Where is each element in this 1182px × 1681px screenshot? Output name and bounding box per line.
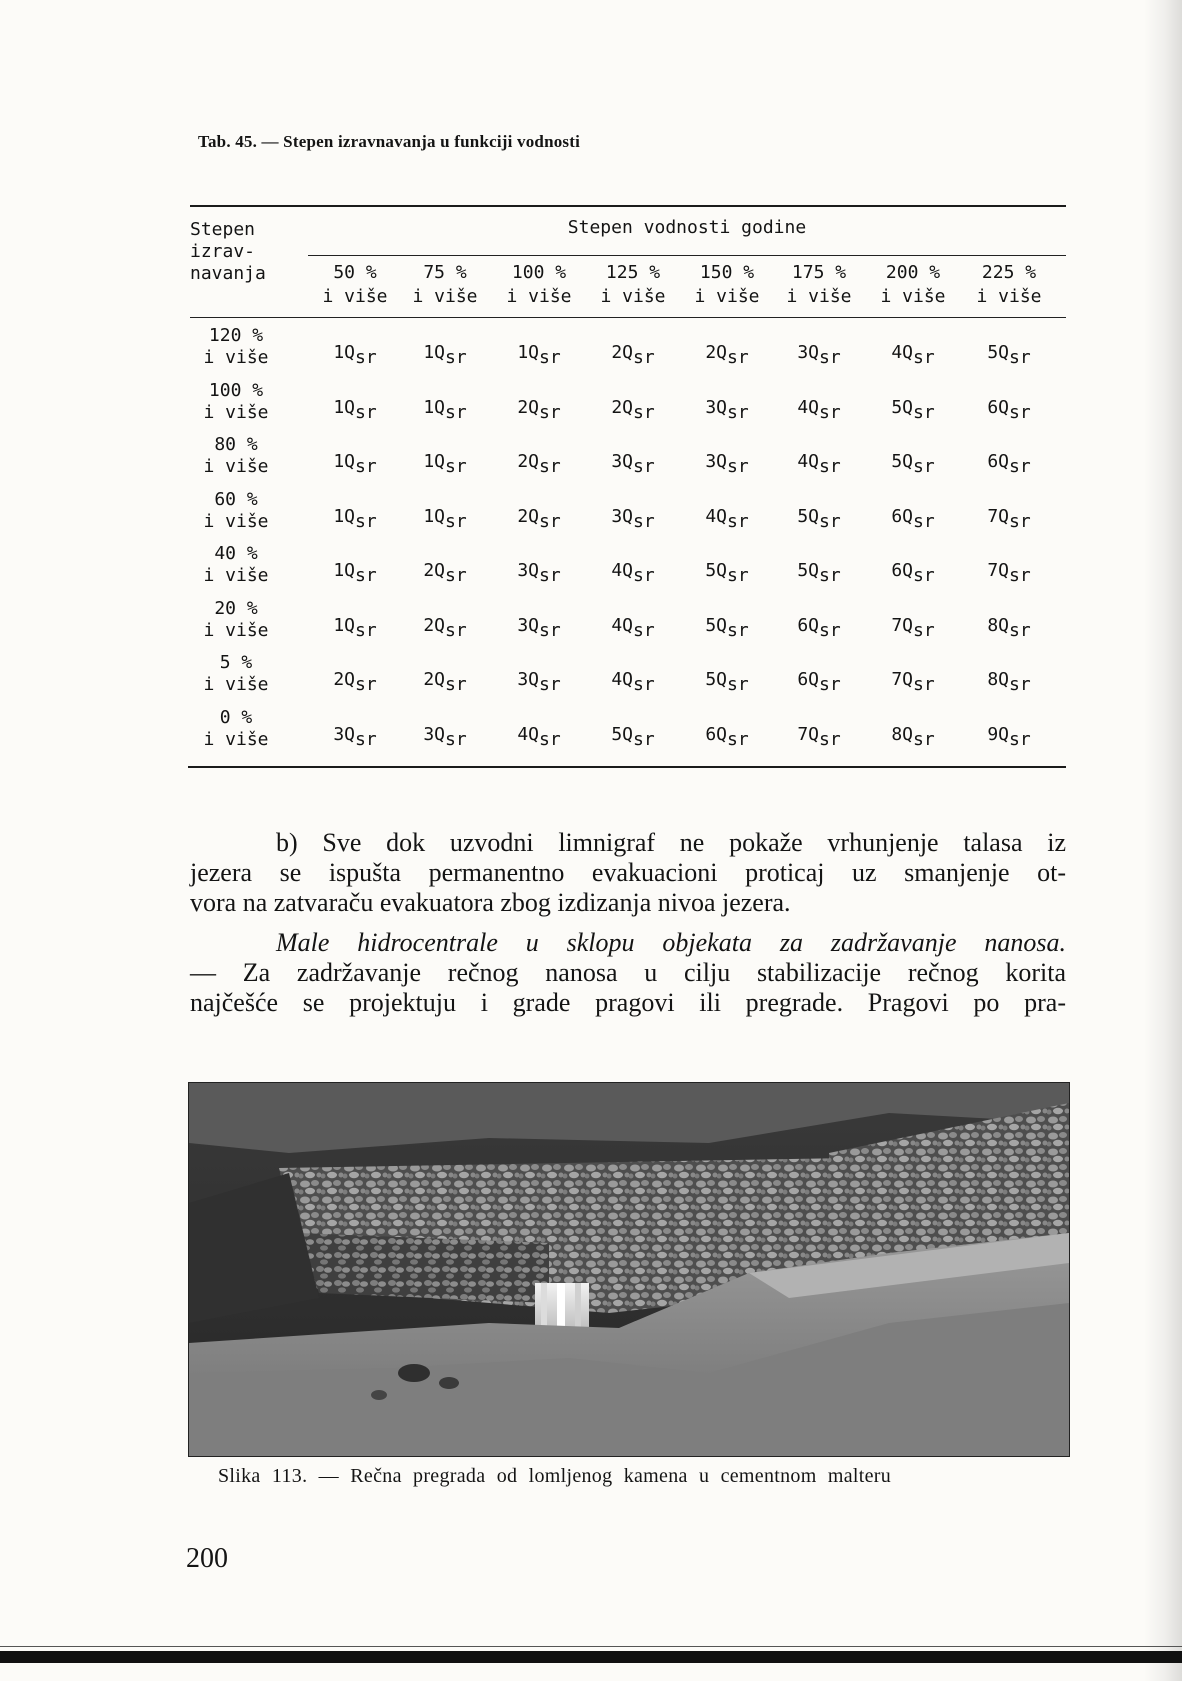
scan-border-bar [0,1651,1182,1663]
cell-value: 1Q [423,342,445,363]
cell-subscript: sr [1009,456,1031,477]
page-edge-shadow [1144,0,1182,1681]
paragraph-line: — Za zadržavanje rečnog nanosa u cilju stabilizacije rečnog korita [190,958,1066,987]
table-cell [492,560,586,586]
column-header [492,261,586,309]
table-cell [308,669,402,695]
table-cell [492,505,586,532]
table-cell [586,723,680,750]
cell-value: 5Q [891,396,913,418]
cell-value: 5Q [705,669,727,690]
table-cell [772,342,866,368]
dam-photograph [188,1082,1070,1457]
table-cell [586,451,680,477]
cell-subscript: sr [727,456,749,477]
row-label-line: i više [203,565,269,586]
column-header-line: i više [694,286,760,307]
row-header-line: izrav- [190,241,256,262]
cell-value: 6Q [891,560,913,581]
cell-value: 6Q [891,505,913,527]
table-cell [586,342,680,368]
table-cell [586,614,680,641]
cell-value: 2Q [423,669,445,690]
column-header-line: i više [880,286,946,307]
cell-value: 5Q [987,342,1009,363]
cell-subscript: sr [819,510,841,532]
cell-value: 2Q [517,505,539,527]
row-label-line: 100 % [208,379,264,401]
table-cell [308,560,402,586]
table-row [190,434,1066,489]
cell-subscript: sr [819,401,841,423]
column-header-line: 50 % [333,262,377,283]
cell-subscript: sr [727,619,749,641]
column-header [398,261,492,309]
cell-value: 6Q [797,614,819,636]
table-cell [866,396,960,423]
row-label-line: i više [203,728,269,750]
table-cell [680,669,774,695]
column-header-line: i više [412,286,478,307]
cell-value: 2Q [333,669,355,690]
column-header-line: i više [506,286,572,307]
row-label [190,434,282,478]
table-cell [492,451,586,477]
cell-value: 5Q [797,505,819,527]
cell-value: 1Q [333,614,355,636]
scan-border-line [0,1646,1182,1647]
table-cell [586,396,680,423]
cell-value: 4Q [891,342,913,363]
table-row [190,707,1066,762]
table-cell [772,505,866,532]
cell-subscript: sr [1009,728,1031,750]
cell-subscript: sr [913,456,935,477]
cell-value: 4Q [705,505,727,527]
row-label-line: i više [203,674,269,695]
cell-value: 4Q [797,396,819,418]
table-cell [398,396,492,423]
column-header-line: 75 % [423,262,467,283]
row-label-line: i više [203,510,269,532]
cell-subscript: sr [727,401,749,423]
paragraph-line: vora na zatvaraču evakuatora zbog izdizanja nivoa jezera. [190,888,791,917]
row-label [190,543,282,587]
cell-value: 3Q [423,723,445,745]
paragraph-hydro [190,928,1066,1018]
row-label [190,489,282,533]
cell-subscript: sr [633,510,655,532]
cell-subscript: sr [445,565,467,586]
cell-value: 2Q [517,451,539,472]
cell-subscript: sr [445,456,467,477]
cell-value: 8Q [987,614,1009,636]
row-label-line: i više [203,401,269,423]
table-cell [308,614,402,641]
table-cell [866,614,960,641]
row-label-line: 60 % [214,488,258,510]
cell-value: 2Q [423,614,445,636]
row-label-line: i više [203,619,269,641]
figure-caption: Slika 113. — Rečna pregrada od lomljenog kamena u cementnom malteru [218,1465,892,1487]
cell-subscript: sr [355,674,377,695]
cell-value: 2Q [423,560,445,581]
table-row [190,489,1066,544]
cell-value: 7Q [891,614,913,636]
table-cell [492,669,586,695]
cell-subscript: sr [1009,401,1031,423]
table-title: Tab. 45. — Stepen izravnavanja u funkciji vodnosti [198,132,581,151]
cell-subscript: sr [539,728,561,750]
column-header-line: 125 % [605,262,661,283]
cell-subscript: sr [633,619,655,641]
cell-subscript: sr [913,674,935,695]
cell-subscript: sr [355,619,377,641]
cell-value: 4Q [611,560,633,581]
cell-subscript: sr [819,728,841,750]
cell-subscript: sr [1009,674,1031,695]
paragraph-line: jezera se ispušta permanentno evakuacioni proticaj uz smanjenje ot- [190,858,1066,887]
cell-subscript: sr [633,565,655,586]
table-body [190,325,1066,761]
table-cell [962,669,1056,695]
table-cell [866,669,960,695]
table-cell [866,451,960,477]
table-top-rule [190,205,1066,207]
cell-value: 2Q [611,396,633,418]
column-header [962,261,1056,309]
table-cell [962,723,1056,750]
cell-subscript: sr [1009,565,1031,586]
cell-subscript: sr [727,510,749,532]
cell-subscript: sr [633,728,655,750]
table-cell [308,396,402,423]
table-cell [680,505,774,532]
cell-value: 3Q [611,505,633,527]
cell-value: 8Q [891,723,913,745]
cell-value: 4Q [517,723,539,745]
cell-value: 1Q [333,560,355,581]
table-row [190,380,1066,435]
column-header-line: i više [600,286,666,307]
row-label [190,707,282,751]
cell-subscript: sr [727,728,749,750]
cell-value: 3Q [705,451,727,472]
cell-value: 4Q [611,669,633,690]
table-cell [492,614,586,641]
table-cell [586,560,680,586]
table-cell [398,342,492,368]
paragraph-b [190,828,1066,918]
table-cell [308,723,402,750]
row-label-line: 0 % [219,706,253,728]
cell-subscript: sr [819,565,841,586]
cell-value: 1Q [333,342,355,363]
cell-value: 4Q [797,451,819,472]
column-header-line: 200 % [885,262,941,283]
cell-subscript: sr [445,674,467,695]
row-label [190,598,282,642]
table-cell [308,451,402,477]
row-label [190,652,282,696]
table-cell [772,451,866,477]
table-cell [680,560,774,586]
cell-subscript: sr [445,347,467,368]
table-row [190,325,1066,380]
table-cell [772,396,866,423]
cell-value: 1Q [333,451,355,472]
row-label-line: 5 % [219,652,253,673]
table-cell [586,669,680,695]
table-cell [962,342,1056,368]
cell-subscript: sr [913,401,935,423]
cell-value: 5Q [611,723,633,745]
table-cell [962,451,1056,477]
cell-subscript: sr [539,565,561,586]
cell-value: 3Q [611,451,633,472]
row-label-line: 20 % [214,597,258,619]
cell-subscript: sr [539,456,561,477]
row-label [190,380,282,424]
cell-subscript: sr [539,619,561,641]
cell-value: 6Q [987,396,1009,418]
cell-value: 7Q [891,669,913,690]
cell-value: 7Q [987,560,1009,581]
cell-subscript: sr [445,401,467,423]
cell-value: 2Q [517,396,539,418]
row-label [190,325,282,369]
cell-subscript: sr [819,674,841,695]
table-cell [680,451,774,477]
table-bottom-rule [188,766,1066,768]
table-cell [308,505,402,532]
column-header [680,261,774,309]
row-header [190,219,295,285]
cell-value: 5Q [891,451,913,472]
cell-value: 3Q [705,396,727,418]
cell-value: 6Q [705,723,727,745]
cell-subscript: sr [1009,510,1031,532]
cell-value: 1Q [333,396,355,418]
cell-subscript: sr [819,456,841,477]
column-header [866,261,960,309]
cell-subscript: sr [445,510,467,532]
cell-value: 3Q [333,723,355,745]
table-cell [866,723,960,750]
cell-subscript: sr [355,347,377,368]
column-header [308,261,402,309]
cell-value: 6Q [987,451,1009,472]
cell-value: 1Q [333,505,355,527]
table-cell [680,396,774,423]
cell-subscript: sr [445,619,467,641]
cell-subscript: sr [633,401,655,423]
cell-value: 4Q [611,614,633,636]
column-header-line: 100 % [511,262,567,283]
cell-value: 9Q [987,723,1009,745]
cell-value: 8Q [987,669,1009,690]
column-header-line: 225 % [981,262,1037,283]
cell-subscript: sr [913,510,935,532]
table-cell [492,723,586,750]
column-header [772,261,866,309]
cell-subscript: sr [913,619,935,641]
cell-value: 7Q [797,723,819,745]
cell-subscript: sr [913,728,935,750]
cell-value: 7Q [987,505,1009,527]
cell-value: 5Q [705,614,727,636]
table-cell [772,723,866,750]
cell-subscript: sr [633,347,655,368]
table-cell [962,505,1056,532]
cell-value: 2Q [705,342,727,363]
cell-subscript: sr [633,456,655,477]
table-cell [962,560,1056,586]
group-header-rule [308,255,1066,256]
cell-subscript: sr [913,565,935,586]
table-cell [680,723,774,750]
cell-subscript: sr [539,401,561,423]
row-label-line: 40 % [214,543,258,564]
cell-value: 3Q [517,669,539,690]
row-header-line: Stepen [190,219,256,240]
table-row [190,598,1066,653]
cell-subscript: sr [819,619,841,641]
table-cell [866,560,960,586]
column-header-line: 150 % [699,262,755,283]
cell-value: 1Q [517,342,539,363]
table-cell [680,342,774,368]
cell-subscript: sr [727,674,749,695]
column-group-header: Stepen vodnosti godine [567,217,807,238]
table-cell [772,614,866,641]
cell-subscript: sr [355,510,377,532]
cell-value: 3Q [517,614,539,636]
cell-subscript: sr [819,347,841,368]
cell-subscript: sr [1009,619,1031,641]
cell-subscript: sr [355,728,377,750]
cell-value: 2Q [611,342,633,363]
table-cell [492,342,586,368]
page-number: 200 [186,1543,228,1574]
cell-value: 5Q [797,560,819,581]
cell-subscript: sr [727,347,749,368]
table-cell [772,669,866,695]
cell-value: 6Q [797,669,819,690]
row-label-line: i više [203,456,269,477]
table-row [190,652,1066,707]
table-cell [962,396,1056,423]
table-cell [398,723,492,750]
cell-value: 1Q [423,451,445,472]
table-cell [398,614,492,641]
table-cell [398,451,492,477]
cell-subscript: sr [913,347,935,368]
table-cell [586,505,680,532]
cell-subscript: sr [355,401,377,423]
table-cell [866,505,960,532]
table-row [190,543,1066,598]
cell-subscript: sr [633,674,655,695]
cell-subscript: sr [1009,347,1031,368]
table-cell [398,669,492,695]
table-cell [866,342,960,368]
cell-value: 3Q [517,560,539,581]
cell-value: 3Q [797,342,819,363]
column-header-line: i više [322,286,388,307]
table-cell [772,560,866,586]
cell-subscript: sr [355,456,377,477]
paragraph-line: najčešće se projektuju i grade pragovi ili pregrade. Pragovi po pra- [190,988,1066,1017]
section-heading-italic: Male hidrocentrale u sklopu objekata za zadržavanje nanosa. [276,928,1066,957]
row-label-line: 120 % [208,325,264,346]
cell-subscript: sr [539,674,561,695]
column-header-line: 175 % [791,262,847,283]
table-cell [680,614,774,641]
table-cell [308,342,402,368]
paragraph-line: b) Sve dok uzvodni limnigraf ne pokaže vrhunjenje talasa iz [276,828,1066,857]
row-label-line: 80 % [214,434,258,455]
cell-subscript: sr [539,510,561,532]
table-cell [492,396,586,423]
cell-subscript: sr [539,347,561,368]
header-bottom-rule [190,317,1066,318]
cell-subscript: sr [727,565,749,586]
row-header-line: navanja [190,263,266,284]
cell-value: 1Q [423,505,445,527]
cell-value: 1Q [423,396,445,418]
cell-subscript: sr [355,565,377,586]
column-header-line: i više [976,286,1042,307]
table-cell [398,505,492,532]
cell-subscript: sr [445,728,467,750]
table-cell [398,560,492,586]
column-header [586,261,680,309]
row-label-line: i više [203,347,269,368]
column-header-line: i više [786,286,852,307]
table-cell [962,614,1056,641]
cell-value: 5Q [705,560,727,581]
